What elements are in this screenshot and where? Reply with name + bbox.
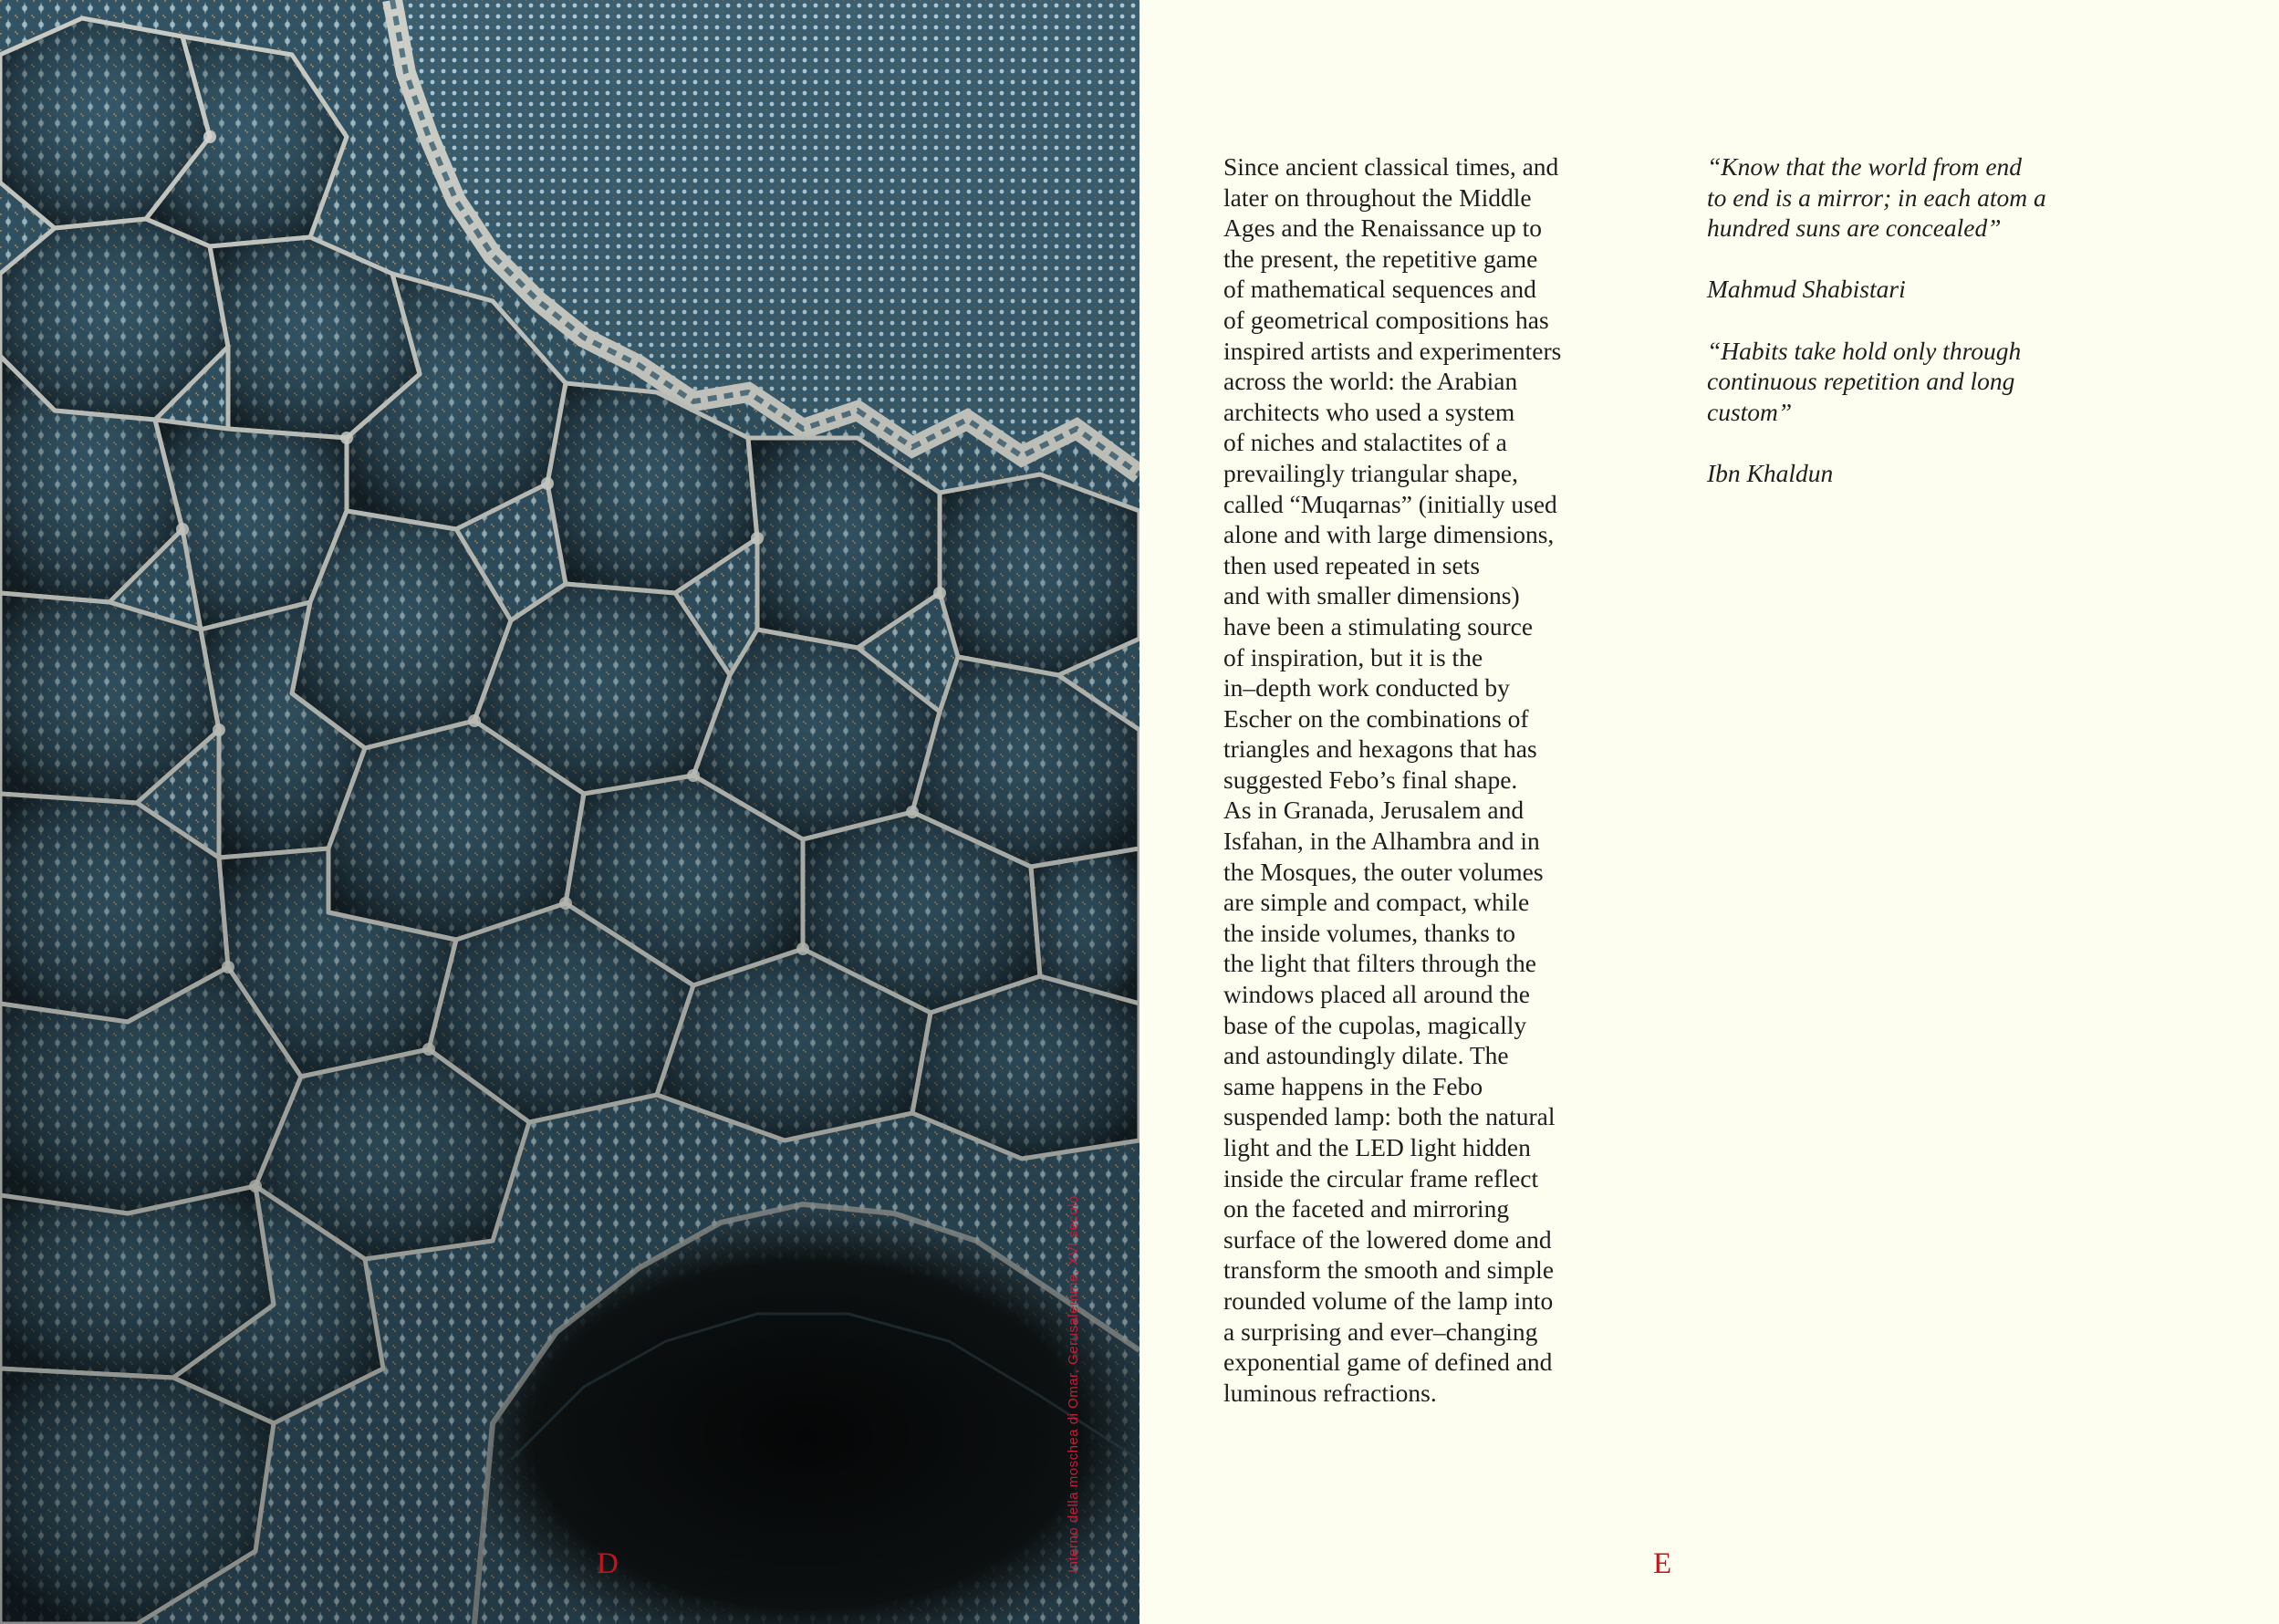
body-text-column	[1223, 151, 1734, 1408]
body-line: As in Granada, Jerusalem and	[1223, 796, 1525, 825]
body-line: Escher on the combinations of	[1223, 703, 1529, 733]
quote-author: Ibn Khaldun	[1707, 458, 1834, 487]
quote-line: continuous repetition and long	[1707, 367, 2015, 396]
body-line: suggested Febo’s final shape.	[1223, 765, 1518, 794]
quote-line: to end is a mirror; in each atom a	[1707, 182, 2046, 212]
body-line: inside the circular frame reflect	[1223, 1163, 1539, 1192]
body-line: surface of the lowered dome and	[1223, 1224, 1552, 1254]
body-line: of inspiration, but it is the	[1223, 642, 1483, 671]
body-line: rounded volume of the lamp into	[1223, 1286, 1554, 1315]
body-line: light and the LED light hidden	[1223, 1133, 1531, 1161]
body-line: luminous refractions.	[1223, 1378, 1437, 1407]
body-line: Since ancient classical times, and	[1223, 152, 1559, 181]
body-line: and with smaller dimensions)	[1223, 581, 1520, 610]
body-line: base of the cupolas, magically	[1223, 1010, 1527, 1039]
body-line: and astoundingly dilate. The	[1223, 1041, 1509, 1070]
body-line: Ages and the Renaissance up to	[1223, 213, 1543, 243]
body-line: architects who used a system	[1223, 397, 1515, 426]
body-line: are simple and compact, while	[1223, 888, 1530, 917]
spacer	[1707, 244, 2163, 275]
body-line: Isfahan, in the Alhambra and in	[1223, 827, 1540, 856]
quote-line: hundred suns are concealed”	[1707, 213, 2002, 243]
body-line: prevailingly triangular shape,	[1223, 458, 1519, 487]
body-line: transform the smooth and simple	[1223, 1255, 1555, 1285]
body-line: same happens in the Febo	[1223, 1071, 1483, 1100]
text-page	[1140, 0, 2279, 1624]
body-line: a surprising and ever–changing	[1223, 1317, 1538, 1346]
body-line: inspired artists and experimenters	[1223, 336, 1562, 365]
body-line: exponential game of defined and	[1223, 1348, 1553, 1377]
body-line: the present, the repetitive game	[1223, 244, 1538, 273]
body-line: the light that filters through the	[1223, 949, 1536, 978]
body-line: across the world: the Arabian	[1223, 367, 1518, 396]
body-line: of mathematical sequences and	[1223, 275, 1536, 304]
quote-line: custom”	[1707, 397, 1793, 426]
body-line: the Mosques, the outer volumes	[1223, 857, 1544, 886]
quote-khaldun	[1707, 336, 2163, 489]
page-letter-right: E	[1653, 1547, 1672, 1580]
body-line: triangles and hexagons that has	[1223, 734, 1537, 764]
body-line: suspended lamp: both the natural	[1223, 1102, 1556, 1131]
body-line: the inside volumes, thanks to	[1223, 918, 1516, 947]
body-line: have been a stimulating source	[1223, 611, 1534, 640]
quote-line: “Know that the world from end	[1707, 152, 2023, 181]
quotes-column	[1707, 151, 2163, 489]
page-letter-left: D	[597, 1547, 619, 1580]
body-line: later on throughout the Middle	[1223, 182, 1532, 212]
body-line: of geometrical compositions has	[1223, 305, 1549, 334]
body-line: alone and with large dimensions,	[1223, 520, 1555, 549]
body-line: then used repeated in sets	[1223, 550, 1481, 579]
spacer	[1707, 305, 2163, 336]
spacer	[1707, 427, 2163, 458]
body-line: windows placed all around the	[1223, 980, 1531, 1009]
body-line: of niches and stalactites of a	[1223, 428, 1507, 457]
body-line: called “Muqarnas” (initially used	[1223, 489, 1557, 518]
quote-author: Mahmud Shabistari	[1707, 275, 1906, 304]
body-line: on the faceted and mirroring	[1223, 1194, 1510, 1223]
quote-line: “Habits take hold only through	[1707, 336, 2022, 365]
quote-shabistari	[1707, 151, 2163, 305]
body-line: in–depth work conducted by	[1223, 673, 1510, 703]
photo-caption: Interno della moschea di Omar, Gerusalemme, XVI secolo	[1066, 1195, 1081, 1573]
